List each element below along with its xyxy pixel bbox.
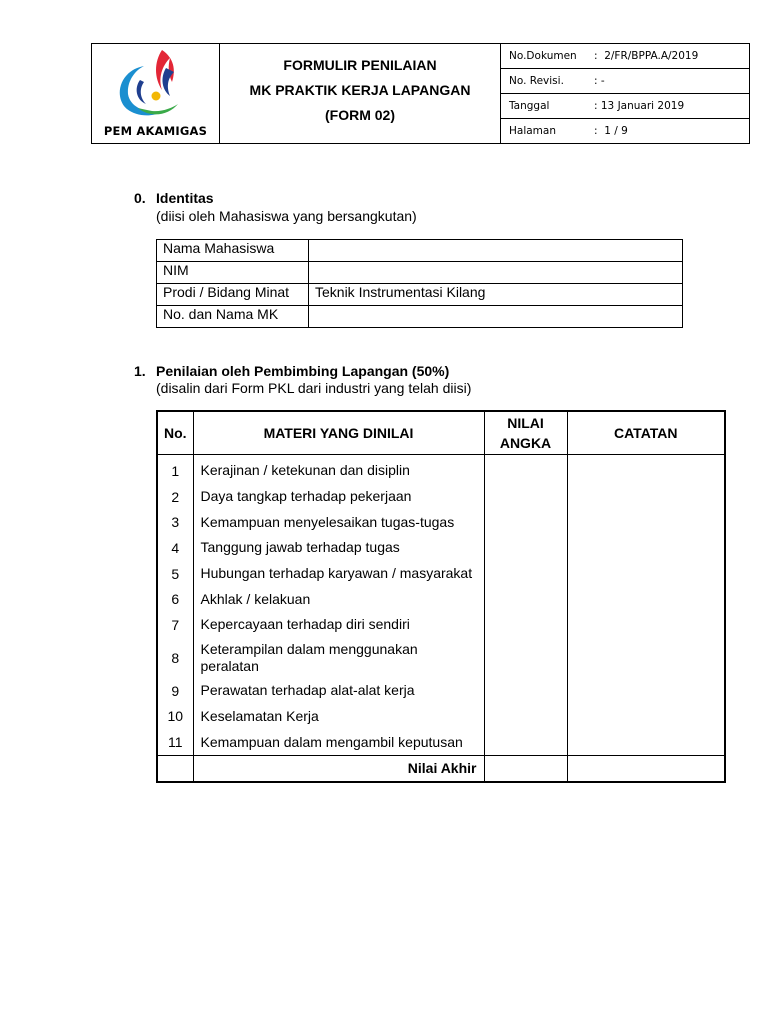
item-number: 10 <box>157 704 193 730</box>
table-row <box>157 586 725 612</box>
table-row <box>157 484 725 510</box>
column-header-catatan: CATATAN <box>567 411 725 455</box>
nilai-angka-field[interactable] <box>484 638 567 678</box>
table-row <box>157 509 725 535</box>
table-footer-row <box>157 755 725 782</box>
column-header-nilai <box>484 411 567 455</box>
identity-value-field[interactable] <box>309 240 683 262</box>
item-materi: Tanggung jawab terhadap tugas <box>193 535 484 561</box>
section-0-subtitle: (diisi oleh Mahasiswa yang bersangkutan) <box>156 208 417 224</box>
meta-value: : 1 / 9 <box>594 125 628 137</box>
meta-row-tanggal <box>501 94 749 119</box>
meta-value: : 2/FR/BPPA.A/2019 <box>594 50 699 62</box>
item-materi: Hubungan terhadap karyawan / masyarakat <box>193 561 484 587</box>
nilai-akhir-label: Nilai Akhir <box>193 755 484 782</box>
identity-row-nama <box>157 240 683 262</box>
nilai-angka-field[interactable] <box>484 455 567 484</box>
table-row <box>157 561 725 587</box>
nilai-angka-field[interactable] <box>484 586 567 612</box>
item-number: 1 <box>157 455 193 484</box>
identity-value-field[interactable]: Teknik Instrumentasi Kilang <box>309 284 683 306</box>
identity-label: Prodi / Bidang Minat <box>157 284 309 306</box>
catatan-field[interactable] <box>567 535 725 561</box>
meta-row-revisi <box>501 69 749 94</box>
item-number: 7 <box>157 612 193 638</box>
catatan-field[interactable] <box>567 638 725 678</box>
table-header-row <box>157 411 725 455</box>
item-number: 5 <box>157 561 193 587</box>
item-materi: Kemampuan dalam mengambil keputusan <box>193 729 484 755</box>
pem-akamigas-logo <box>92 44 218 124</box>
document-header <box>91 43 750 144</box>
catatan-field[interactable] <box>567 509 725 535</box>
catatan-field[interactable] <box>567 455 725 484</box>
nilai-line-1: NILAI <box>507 415 544 431</box>
item-materi: Akhlak / kelakuan <box>193 586 484 612</box>
section-1-subtitle: (disalin dari Form PKL dari industri yang telah diisi) <box>156 380 472 396</box>
nilai-angka-field[interactable] <box>484 484 567 510</box>
nilai-angka-field[interactable] <box>484 561 567 587</box>
catatan-field[interactable] <box>567 729 725 755</box>
logo-cell <box>92 44 220 143</box>
meta-value: : 13 Januari 2019 <box>594 100 685 112</box>
title-line-3: (FORM 02) <box>325 107 395 123</box>
identity-value-field[interactable] <box>309 306 683 328</box>
title-line-2: MK PRAKTIK KERJA LAPANGAN <box>249 82 471 98</box>
item-materi: Perawatan terhadap alat-alat kerja <box>193 678 484 704</box>
identity-row-prodi <box>157 284 683 306</box>
form-title <box>220 44 501 143</box>
nilai-akhir-catatan-field[interactable] <box>567 755 725 782</box>
item-materi: Kerajinan / ketekunan dan disiplin <box>193 455 484 484</box>
meta-key: No. Revisi. <box>509 75 564 87</box>
item-materi: Daya tangkap terhadap pekerjaan <box>193 484 484 510</box>
section-1-title: Penilaian oleh Pembimbing Lapangan (50%) <box>156 363 450 379</box>
nilai-angka-field[interactable] <box>484 729 567 755</box>
nilai-angka-field[interactable] <box>484 678 567 704</box>
identity-label: No. dan Nama MK <box>157 306 309 328</box>
item-number: 4 <box>157 535 193 561</box>
identity-table <box>156 239 683 328</box>
item-number: 8 <box>157 638 193 678</box>
table-row <box>157 704 725 730</box>
meta-row-dokumen <box>501 44 749 69</box>
table-row <box>157 678 725 704</box>
catatan-field[interactable] <box>567 586 725 612</box>
nilai-angka-field[interactable] <box>484 509 567 535</box>
meta-key: Tanggal <box>509 100 550 112</box>
table-row <box>157 638 725 678</box>
nilai-angka-field[interactable] <box>484 535 567 561</box>
nilai-line-2: ANGKA <box>499 435 552 451</box>
item-materi: Kepercayaan terhadap diri sendiri <box>193 612 484 638</box>
item-materi: Kemampuan menyelesaikan tugas-tugas <box>193 509 484 535</box>
section-1-number: 1. <box>134 363 146 379</box>
catatan-field[interactable] <box>567 704 725 730</box>
identity-row-mk <box>157 306 683 328</box>
assessment-table <box>156 410 726 783</box>
section-0-number: 0. <box>134 190 146 206</box>
nilai-angka-field[interactable] <box>484 612 567 638</box>
meta-value: : - <box>594 75 605 87</box>
meta-key: No.Dokumen <box>509 50 577 62</box>
item-materi: Keterampilan dalam menggunakan peralatan <box>193 638 484 678</box>
footer-empty-cell <box>157 755 193 782</box>
section-0-title: Identitas <box>156 190 214 206</box>
table-row <box>157 455 725 484</box>
table-row <box>157 535 725 561</box>
table-row <box>157 729 725 755</box>
table-row <box>157 612 725 638</box>
catatan-field[interactable] <box>567 561 725 587</box>
column-header-no: No. <box>157 411 193 455</box>
meta-row-halaman <box>501 119 749 143</box>
column-header-materi: MATERI YANG DINILAI <box>193 411 484 455</box>
catatan-field[interactable] <box>567 612 725 638</box>
item-number: 11 <box>157 729 193 755</box>
identity-value-field[interactable] <box>309 262 683 284</box>
item-number: 6 <box>157 586 193 612</box>
org-name: PEM AKAMIGAS <box>103 124 208 138</box>
identity-label: NIM <box>157 262 309 284</box>
item-number: 2 <box>157 484 193 510</box>
item-number: 3 <box>157 509 193 535</box>
nilai-angka-field[interactable] <box>484 704 567 730</box>
meta-key: Halaman <box>509 125 556 137</box>
nilai-akhir-field[interactable] <box>484 755 567 782</box>
catatan-field[interactable] <box>567 484 725 510</box>
document-meta <box>501 44 749 143</box>
identity-label: Nama Mahasiswa <box>157 240 309 262</box>
item-materi: Keselamatan Kerja <box>193 704 484 730</box>
catatan-field[interactable] <box>567 678 725 704</box>
item-number: 9 <box>157 678 193 704</box>
title-line-1: FORMULIR PENILAIAN <box>283 57 437 73</box>
identity-row-nim <box>157 262 683 284</box>
